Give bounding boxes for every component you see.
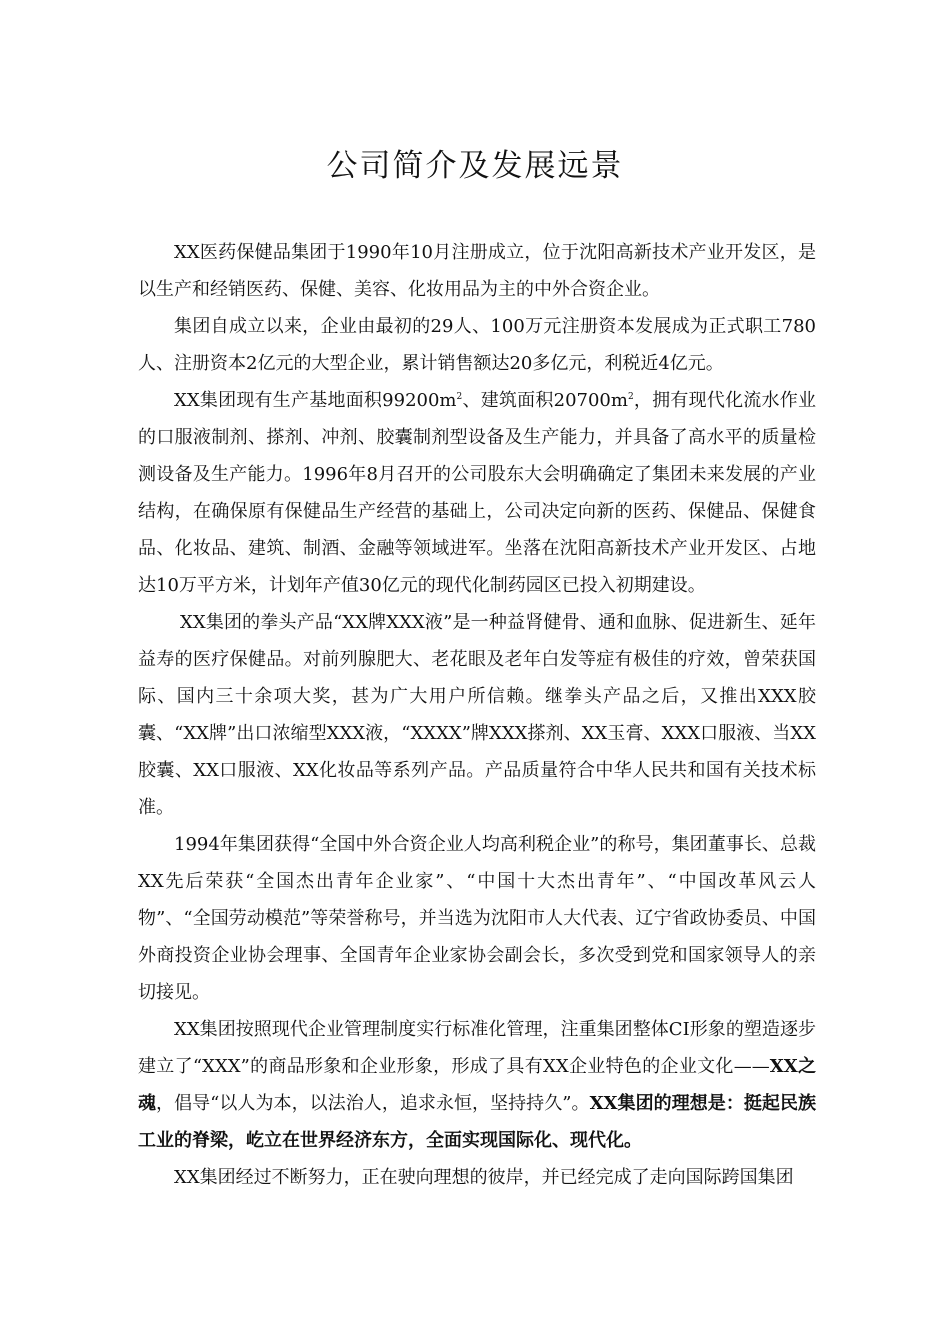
paragraph-honors: 1994年集团获得“全国中外合资企业人均高利税企业”的称号，集团董事长、总裁XX先后荣获“全国杰出青年企业家”、“中国十大杰出青年”、“中国改革风云人物”、“全国劳动模范”等荣誉称号，并当选为沈阳市人大代表、辽宁省政协委员、中国外商投资企业协会理事、全国青年企业家协会副会长，多次受到党和国家领导人的亲切接见。 xyxy=(138,834,816,1003)
paragraph-products: XX集团的拳头产品“XX牌XXX液”是一种益肾健骨、通和血脉、促进新生、延年益寿的医疗保健品。对前列腺肥大、老花眼及老年白发等症有极佳的疗效，曾荣获国际、国内三十余项大奖，甚为广大用户所信赖。继拳头产品之后，又推出XXX胶囊、“XX牌”出口浓缩型XXX液，“XXXX”牌XXX搽剂、XX玉膏、XXX口服液、当XX胶囊、XX口服液、XX化妆品等系列产品。产品质量符合中华人民共和国有关技术标准。 xyxy=(138,612,816,818)
text-segment: XX集团现有生产基地面积99200m xyxy=(174,390,457,411)
paragraph-future: XX集团经过不断努力，正在驶向理想的彼岸，并已经完成了走向国际跨国集团 xyxy=(174,1167,794,1188)
document-title: 公司简介及发展远景 xyxy=(326,148,624,184)
superscript: 2 xyxy=(456,392,463,402)
document-body xyxy=(138,234,816,1196)
superscript: 2 xyxy=(627,392,634,402)
paragraph-growth: 集团自成立以来，企业由最初的29人、100万元注册资本发展成为正式职工780人、注册资本2亿元的大型企业，累计销售额达20多亿元，利税近4亿元。 xyxy=(138,316,816,374)
bold-text: XX之魂 xyxy=(138,1056,816,1114)
text-segment: ，倡导“以人为本，以法治人，追求永恒，坚持持久”。 xyxy=(156,1093,590,1114)
text-segment: XX集团按照现代企业管理制度实行标准化管理，注重集团整体CI形象的塑造逐步建立了“XXX”的商品形象和企业形象，形成了具有XX企业特色的企业文化—— xyxy=(138,1019,816,1077)
text-segment: 、建筑面积20700m xyxy=(462,390,628,411)
paragraph-founding: XX医药保健品集团于1990年10月注册成立，位于沈阳高新技术产业开发区，是以生产和经销医药、保健、美容、化妆用品为主的中外合资企业。 xyxy=(138,242,816,300)
bold-text: XX集团的理想是：挺起民族工业的脊梁，屹立在世界经济东方，全面实现国际化、现代化。 xyxy=(138,1093,817,1151)
paragraph-culture xyxy=(138,1011,816,1159)
text-segment: ，拥有现代化流水作业的口服液制剂、搽剂、冲剂、胶囊制剂型设备及生产能力，并具备了高水平的质量检测设备及生产能力。1996年8月召开的公司股东大会明确确定了集团未来发展的产业结构，在确保原有保健品生产经营的基础上，公司决定向新的医药、保健品、保健食品、化妆品、建筑、制酒、金融等领域进军。坐落在沈阳高新技术产业开发区、占地达10万平方米，计划年产值30亿元的现代化制药园区已投入初期建设。 xyxy=(138,390,816,596)
paragraph-production-base xyxy=(138,382,816,604)
